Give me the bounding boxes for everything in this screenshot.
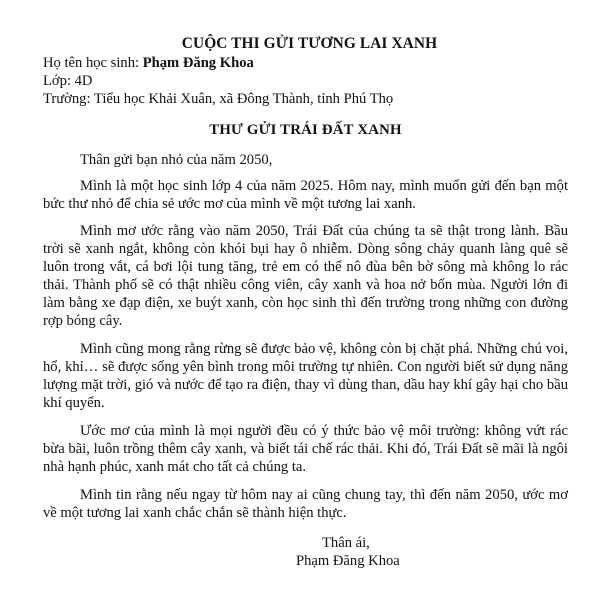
student-name-line: [43, 54, 568, 72]
school-line: Trường: Tiểu học Khải Xuân, xã Đông Thành, tỉnh Phú Thọ: [43, 91, 394, 107]
student-name-value: Phạm Đăng Khoa: [142, 55, 254, 71]
contest-title: CUỘC THI GỬI TƯƠNG LAI XANH: [181, 35, 438, 52]
class-line: Lớp: 4D: [43, 73, 93, 89]
letter-closing: Thân ái,: [322, 535, 370, 551]
letter-paragraph-2: Mình mơ ước rằng vào năm 2050, Trái Đất của chúng ta sẽ thật trong lành. Bầu trời sẽ xanh ngắt, không còn khói bụi hay ô nhiễm. Dòng sông chảy quanh làng quê sẽ luôn trong vắt, cá bơi lội tung tăng, trẻ em có thể nô đùa bên bờ sông mà không lo rác thải. Thành phố sẽ có thật nhiều công viên, cây xanh và hoa nở bốn mùa. Người lớn đi làm bằng xe đạp điện, xe buýt xanh, còn học sinh thì đến trường trong những con đường rợp bóng cây.: [43, 223, 568, 329]
letter-paragraph-3: Mình cũng mong rằng rừng sẽ được bảo vệ, không còn bị chặt phá. Những chú voi, hổ, khỉ… sẽ được sống yên bình trong môi trường tự nhiên. Con người biết sử dụng năng lượng mặt trời, gió và nước để tạo ra điện, thay vì dùng than, dầu hay khí gây hại cho bầu khí quyển.: [43, 341, 568, 411]
letter-paragraph-4: Ước mơ của mình là mọi người đều có ý thức bảo vệ môi trường: không vứt rác bừa bãi, luôn trồng thêm cây xanh, và biết tái chế rác thải. Khi đó, Trái Đất sẽ mãi là ngôi nhà hạnh phúc, xanh mát cho tất cả chúng ta.: [43, 423, 568, 475]
letter-greeting: Thân gửi bạn nhỏ của năm 2050,: [80, 152, 273, 168]
letter-signature: Phạm Đăng Khoa: [296, 553, 400, 569]
letter-paragraph-1: Mình là một học sinh lớp 4 của năm 2025. Hôm nay, mình muốn gửi đến bạn một bức thư nhỏ để chia sẻ ước mơ của mình về một tương lai xanh.: [43, 178, 568, 212]
student-name-label: Họ tên học sinh:: [43, 55, 143, 71]
letter-paragraph-5: Mình tin rằng nếu ngay từ hôm nay ai cũng chung tay, thì đến năm 2050, ước mơ về một tương lai xanh chắc chắn sẽ thành hiện thực.: [43, 487, 568, 521]
letter-title: THƯ GỬI TRÁI ĐẤT XANH: [209, 122, 402, 138]
